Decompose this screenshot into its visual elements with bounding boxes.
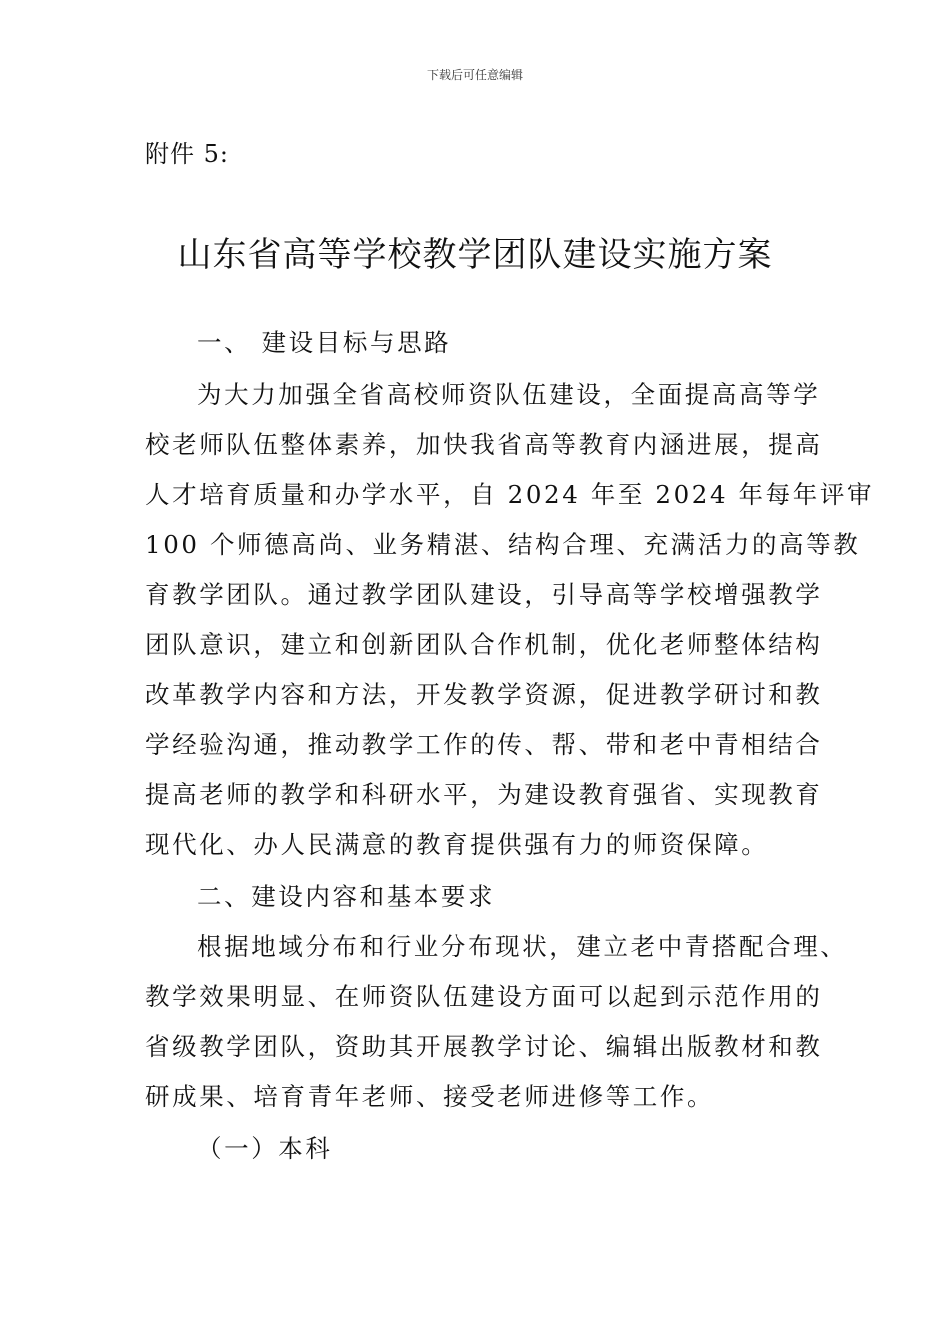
attachment-label: 附件 5: <box>145 140 229 168</box>
paragraph-line: 校老师队伍整体素养，加快我省高等教育内涵进展，提高 <box>145 430 823 459</box>
paragraph-line: 教学效果明显、在师资队伍建设方面可以起到示范作用的 <box>145 982 823 1011</box>
paragraph-line: 研成果、培育青年老师、接受老师进修等工作。 <box>145 1082 715 1111</box>
paragraph-line: 育教学团队。通过教学团队建设，引导高等学校增强教学 <box>145 580 823 609</box>
paragraph-line: 根据地域分布和行业分布现状，建立老中青搭配合理、 <box>197 932 848 961</box>
paragraph-line: 改革教学内容和方法，开发教学资源，促进教学研讨和教 <box>145 680 823 709</box>
paragraph-line: 省级教学团队，资助其开展教学讨论、编辑出版教材和教 <box>145 1032 823 1061</box>
page-header: 下载后可任意编辑 <box>426 68 523 82</box>
paragraph-line: 学经验沟通，推动教学工作的传、帮、带和老中青相结合 <box>145 730 823 759</box>
section-heading-2: 二、建设内容和基本要求 <box>197 882 496 911</box>
document-title: 山东省高等学校教学团队建设实施方案 <box>177 235 773 275</box>
paragraph-line: 人才培育质量和办学水平，自 2024 年至 2024 年每年评审 <box>145 480 875 509</box>
section-heading-1: 一、 建设目标与思路 <box>197 328 452 357</box>
paragraph-line: 提高老师的教学和科研水平，为建设教育强省、实现教育 <box>145 780 823 809</box>
paragraph-line: 为大力加强全省高校师资队伍建设，全面提高高等学 <box>197 380 821 409</box>
paragraph-line: 100 个师德高尚、业务精湛、结构合理、充满活力的高等教 <box>145 530 861 559</box>
subsection-heading: （一）本科 <box>197 1134 333 1163</box>
paragraph-line: 团队意识，建立和创新团队合作机制，优化老师整体结构 <box>145 630 823 659</box>
paragraph-line: 现代化、办人民满意的教育提供强有力的师资保障。 <box>145 830 769 859</box>
